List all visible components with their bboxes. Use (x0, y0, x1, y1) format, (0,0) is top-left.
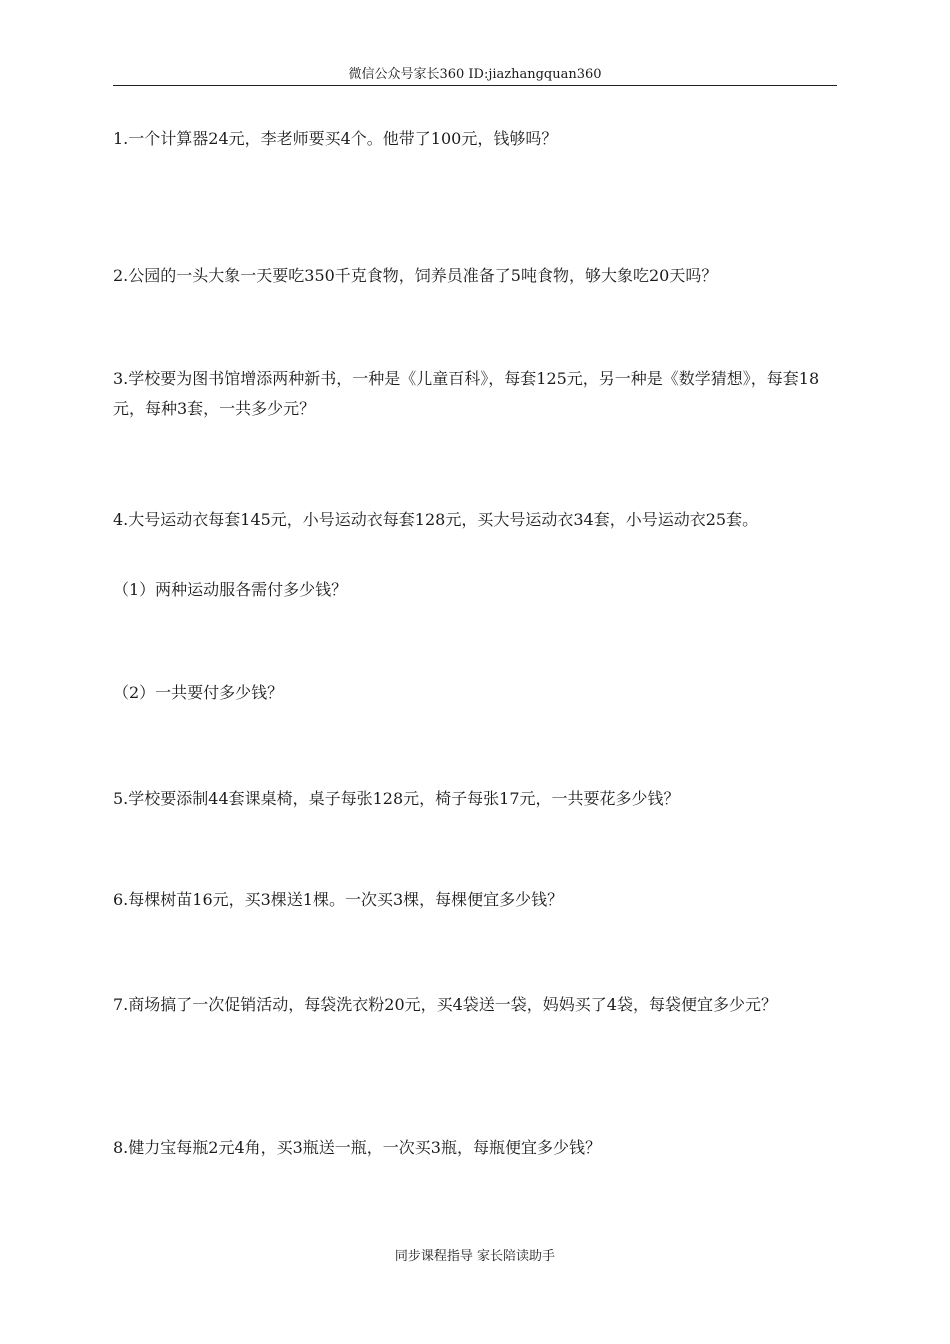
header-divider (113, 85, 837, 86)
question-4-part-1: （1）两种运动服各需付多少钱？ (113, 580, 348, 599)
question-4-part-2: （2）一共要付多少钱？ (113, 683, 284, 702)
question-8: 8.健力宝每瓶2元4角，买3瓶送一瓶，一次买3瓶，每瓶便宜多少钱？ (113, 1138, 601, 1157)
page-header: 微信公众号家长360 ID:jiazhangquan360 (348, 67, 602, 82)
question-2: 2.公园的一头大象一天要吃350千克食物，饲养员准备了5吨食物，够大象吃20天吗？ (113, 266, 718, 285)
question-7: 7.商场搞了一次促销活动，每袋洗衣粉20元，买4袋送一袋，妈妈买了4袋，每袋便宜多少元？ (113, 995, 777, 1014)
question-5: 5.学校要添制44套课桌椅，桌子每张128元，椅子每张17元，一共要花多少钱？ (113, 789, 680, 808)
page-footer: 同步课程指导 家长陪读助手 (394, 1249, 556, 1264)
question-6: 6.每棵树苗16元，买3棵送1棵。一次买3棵，每棵便宜多少钱？ (113, 890, 564, 909)
question-1: 1.一个计算器24元，李老师要买4个。他带了100元，钱够吗？ (113, 129, 558, 148)
question-3: 3.学校要为图书馆增添两种新书，一种是《儿童百科》，每套125元，另一种是《数学猜想》，每套18元，每种3套，一共多少元？ (113, 369, 820, 418)
question-4: 4.大号运动衣每套145元，小号运动衣每套128元，买大号运动衣34套，小号运动衣25套。 (113, 510, 759, 529)
